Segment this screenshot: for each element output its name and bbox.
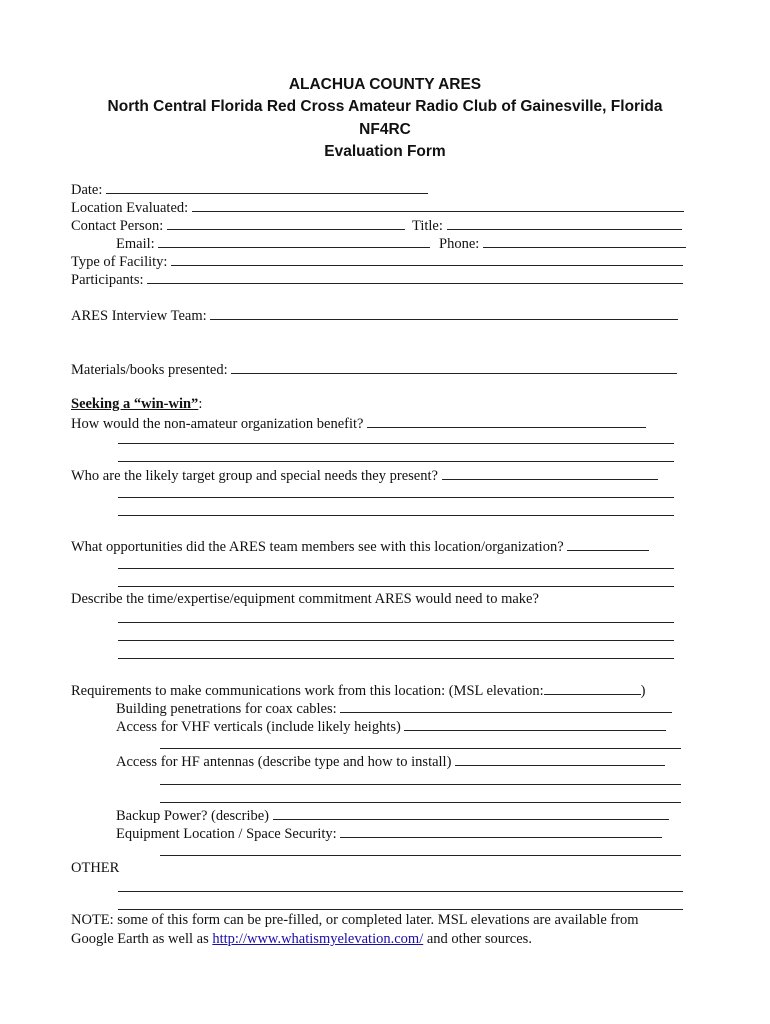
vhf-label: Access for VHF verticals (include likely heights): [116, 719, 401, 735]
question-opportunities[interactable]: [71, 537, 649, 556]
question-benefit-blank[interactable]: [367, 414, 646, 428]
answer-line[interactable]: [118, 622, 674, 623]
answer-line[interactable]: [118, 497, 674, 498]
answer-line[interactable]: [118, 640, 674, 641]
team-label: ARES Interview Team:: [71, 308, 207, 324]
question-benefit[interactable]: [71, 414, 646, 433]
team-blank[interactable]: [210, 306, 678, 320]
answer-line[interactable]: [118, 909, 683, 910]
question-commitment-label: Describe the time/expertise/equipment commitment ARES would need to make?: [71, 591, 539, 607]
win-win-colon: :: [198, 396, 203, 412]
answer-line[interactable]: [118, 891, 683, 892]
building-blank[interactable]: [340, 699, 672, 713]
facility-blank[interactable]: [171, 252, 683, 266]
answer-line[interactable]: [160, 748, 681, 749]
question-opportunities-label: What opportunities did the ARES team members see with this location/organization?: [71, 539, 564, 555]
answer-line[interactable]: [118, 515, 674, 516]
requirements-label: Requirements to make communications work from this location: (MSL elevation:: [71, 683, 544, 699]
hf-field[interactable]: [116, 752, 665, 771]
participants-field[interactable]: [71, 270, 683, 289]
vhf-blank[interactable]: [404, 717, 666, 731]
phone-blank[interactable]: [483, 234, 686, 248]
other-heading: OTHER: [71, 860, 120, 876]
form-title: Evaluation Form: [324, 143, 446, 160]
email-blank[interactable]: [158, 234, 430, 248]
title-label: Title:: [412, 218, 443, 234]
question-opportunities-blank[interactable]: [567, 537, 649, 551]
question-target-group[interactable]: [71, 466, 658, 485]
date-field[interactable]: [71, 180, 428, 199]
win-win-label: Seeking a “win-win”: [71, 396, 199, 412]
phone-field[interactable]: [439, 234, 686, 253]
club-name: North Central Florida Red Cross Amateur Radio Club of Gainesville, Florida: [107, 98, 663, 115]
materials-blank[interactable]: [231, 360, 677, 374]
equipment-location-label: Equipment Location / Space Security:: [116, 826, 337, 842]
materials-label: Materials/books presented:: [71, 362, 228, 378]
answer-line[interactable]: [118, 568, 674, 569]
building-label: Building penetrations for coax cables:: [116, 701, 337, 717]
note-text: NOTE: some of this form can be pre-filled, or completed later. MSL elevations are available from: [71, 912, 639, 928]
phone-label: Phone:: [439, 236, 480, 252]
location-label: Location Evaluated:: [71, 200, 189, 216]
hf-label: Access for HF antennas (describe type and how to install): [116, 754, 452, 770]
hf-blank[interactable]: [455, 752, 665, 766]
team-field[interactable]: [71, 306, 678, 325]
facility-label: Type of Facility:: [71, 254, 168, 270]
question-target-group-label: Who are the likely target group and special needs they present?: [71, 468, 438, 484]
answer-line[interactable]: [118, 586, 674, 587]
contact-field[interactable]: [71, 216, 405, 235]
backup-power-field[interactable]: [116, 806, 669, 825]
msl-elevation-blank[interactable]: [544, 681, 641, 695]
title-blank[interactable]: [447, 216, 682, 230]
answer-line[interactable]: [160, 802, 681, 803]
email-field[interactable]: [116, 234, 430, 253]
contact-label: Contact Person:: [71, 218, 164, 234]
win-win-heading: [71, 396, 202, 413]
date-label: Date:: [71, 182, 103, 198]
contact-blank[interactable]: [167, 216, 405, 230]
answer-line[interactable]: [118, 443, 674, 444]
email-label: Email:: [116, 236, 155, 252]
note-suffix: and other sources.: [423, 931, 532, 947]
participants-blank[interactable]: [147, 270, 683, 284]
elevation-link[interactable]: http://www.whatismyelevation.com/: [212, 931, 424, 947]
note-source-line: [71, 931, 532, 948]
materials-field[interactable]: [71, 360, 677, 379]
requirements-field[interactable]: [71, 681, 645, 700]
facility-field[interactable]: [71, 252, 683, 271]
answer-line[interactable]: [118, 461, 674, 462]
answer-line[interactable]: [118, 658, 674, 659]
note-prefix: Google Earth as well as: [71, 931, 213, 947]
building-field[interactable]: [116, 699, 672, 718]
answer-line[interactable]: [160, 784, 681, 785]
requirements-close: ): [640, 683, 646, 699]
backup-power-label: Backup Power? (describe): [116, 808, 269, 824]
question-target-group-blank[interactable]: [442, 466, 658, 480]
answer-line[interactable]: [160, 855, 681, 856]
equipment-location-blank[interactable]: [340, 824, 662, 838]
location-field[interactable]: [71, 198, 684, 217]
date-blank[interactable]: [106, 180, 428, 194]
vhf-field[interactable]: [116, 717, 666, 736]
org-title: ALACHUA COUNTY ARES: [288, 76, 482, 93]
backup-power-blank[interactable]: [273, 806, 669, 820]
question-commitment: [71, 591, 539, 608]
participants-label: Participants:: [71, 272, 144, 288]
question-benefit-label: How would the non-amateur organization benefit?: [71, 416, 364, 432]
callsign: NF4RC: [359, 121, 411, 138]
equipment-location-field[interactable]: [116, 824, 662, 843]
location-blank[interactable]: [192, 198, 684, 212]
title-field[interactable]: [412, 216, 682, 235]
